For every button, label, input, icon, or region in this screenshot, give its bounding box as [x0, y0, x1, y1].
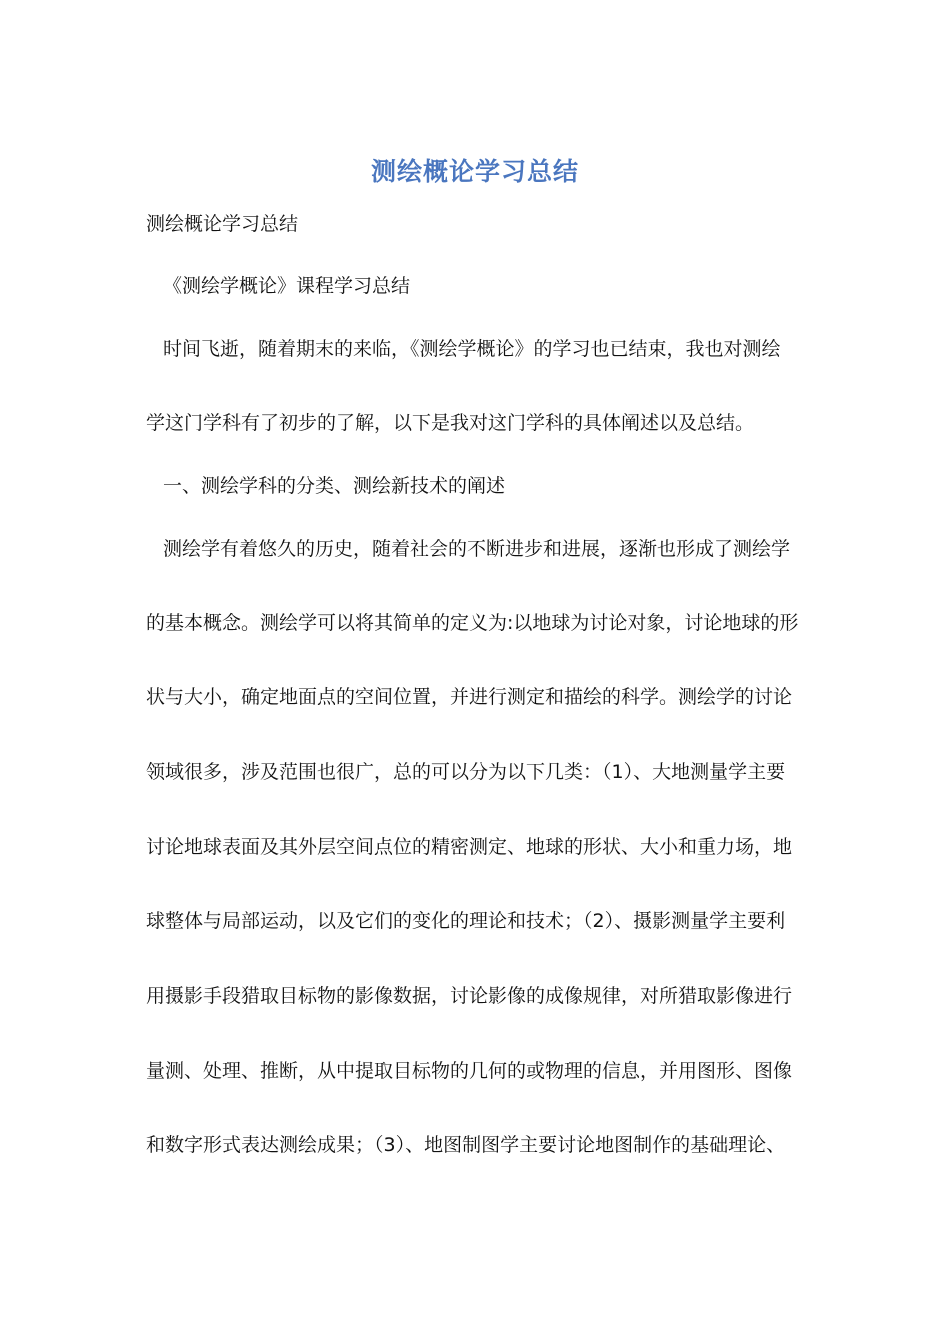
paragraph-line: 球整体与局部运动，以及它们的变化的理论和技术；（2）、摄影测量学主要利: [146, 910, 786, 932]
paragraph-line: 时间飞逝，随着期末的来临，《测绘学概论》的学习也已结束，我也对测绘: [163, 338, 781, 360]
paragraph-line: 状与大小，确定地面点的空间位置，并进行测定和描绘的科学。测绘学的讨论: [146, 686, 793, 708]
document-title: 测绘概论学习总结: [370, 157, 579, 186]
course-heading: 《测绘学概论》课程学习总结: [163, 275, 411, 297]
paragraph-line: 讨论地球表面及其外层空间点位的精密测定、地球的形状、大小和重力场，地: [146, 836, 793, 858]
paragraph-line: 学这门学科有了初步的了解，以下是我对这门学科的具体阐述以及总结。: [146, 412, 755, 434]
section-heading: 一、测绘学科的分类、测绘新技术的阐述: [163, 475, 506, 497]
paragraph-line: 领域很多，涉及范围也很广，总的可以分为以下几类：（1）、大地测量学主要: [146, 761, 786, 783]
subtitle-line: 测绘概论学习总结: [146, 213, 299, 235]
paragraph-line: 的基本概念。测绘学可以将其简单的定义为:以地球为讨论对象，讨论地球的形: [146, 612, 799, 634]
paragraph-line: 测绘学有着悠久的历史，随着社会的不断进步和进展，逐渐也形成了测绘学: [163, 538, 791, 560]
paragraph-line: 用摄影手段猎取目标物的影像数据，讨论影像的成像规律，对所猎取影像进行: [146, 985, 793, 1007]
paragraph-line: 和数字形式表达测绘成果；（3）、地图制图学主要讨论地图制作的基础理论、: [146, 1134, 786, 1156]
paragraph-line: 量测、处理、推断，从中提取目标物的几何的或物理的信息，并用图形、图像: [146, 1060, 793, 1082]
